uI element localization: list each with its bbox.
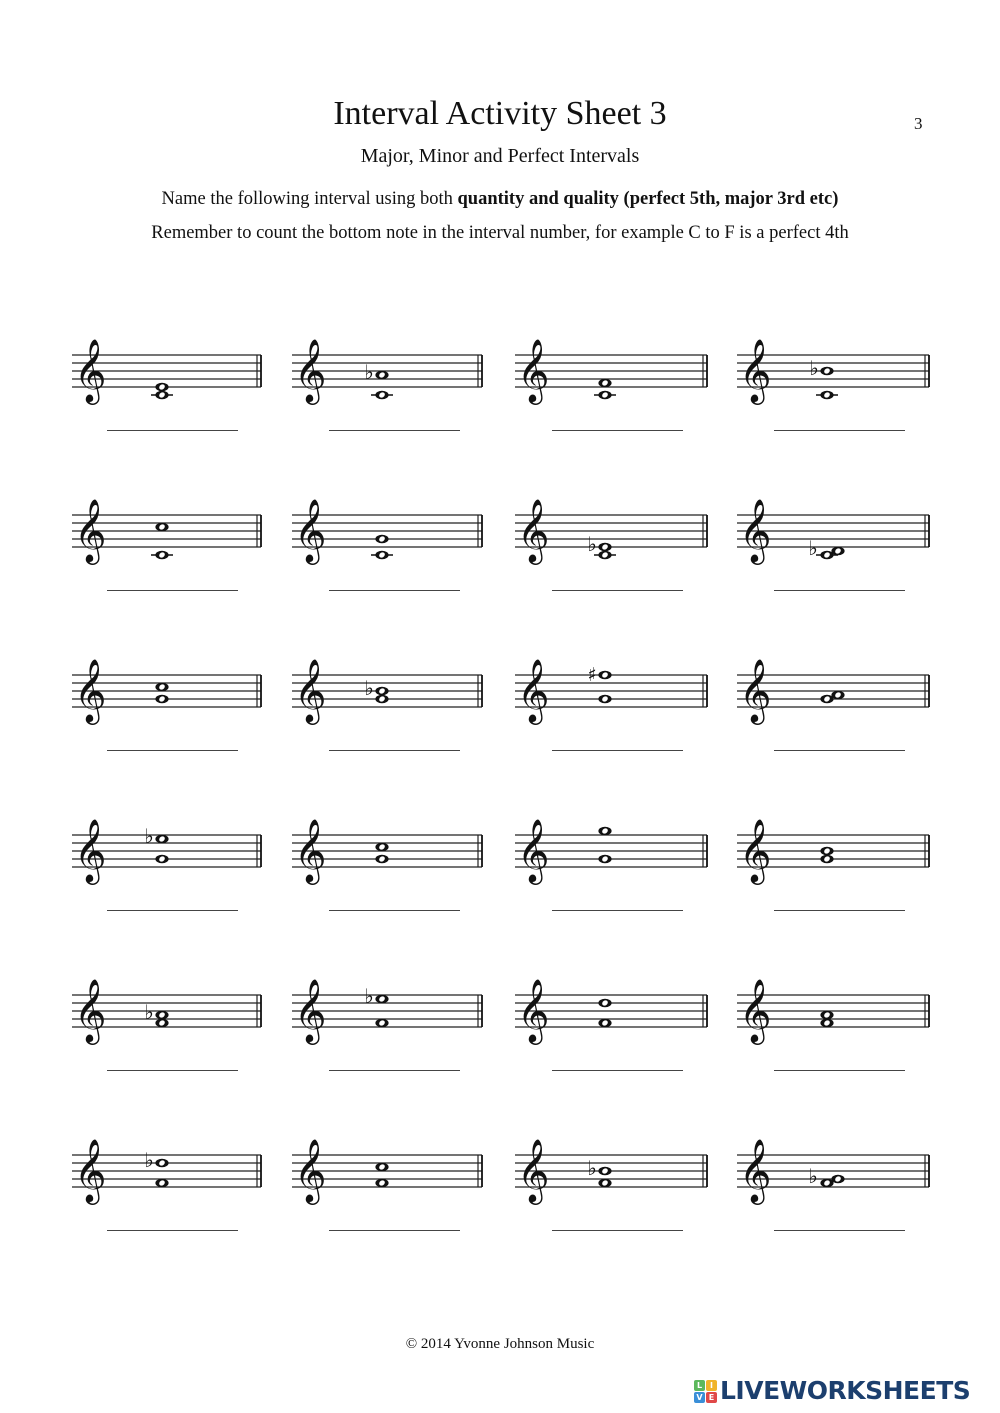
page-title: Interval Activity Sheet 3 xyxy=(333,95,667,132)
flat-icon: ♭ xyxy=(364,984,374,1008)
treble-clef-icon: 𝄞 xyxy=(294,1138,327,1202)
whole-note-icon xyxy=(831,1175,844,1184)
treble-clef-icon: 𝄞 xyxy=(739,818,772,882)
treble-clef-icon: 𝄞 xyxy=(294,658,327,722)
flat-icon: ♭ xyxy=(809,356,819,380)
treble-clef-icon: 𝄞 xyxy=(739,978,772,1042)
logo-tile: I xyxy=(706,1380,717,1391)
logo-tile: L xyxy=(694,1380,705,1391)
flat-icon: ♭ xyxy=(808,1164,818,1188)
flat-icon: ♭ xyxy=(364,360,374,384)
flat-icon: ♭ xyxy=(144,1148,154,1172)
treble-clef-icon: 𝄞 xyxy=(294,338,327,402)
treble-clef-icon: 𝄞 xyxy=(294,818,327,882)
liveworksheets-logo[interactable] xyxy=(694,1378,970,1404)
flat-icon: ♭ xyxy=(364,676,374,700)
treble-clef-icon: 𝄞 xyxy=(74,338,107,402)
logo-tile: V xyxy=(694,1392,705,1403)
sharp-icon: ♯ xyxy=(587,664,597,686)
treble-clef-icon: 𝄞 xyxy=(74,818,107,882)
flat-icon: ♭ xyxy=(587,1156,597,1180)
treble-clef-icon: 𝄞 xyxy=(517,498,550,562)
treble-clef-icon: 𝄞 xyxy=(294,978,327,1042)
logo-tile: E xyxy=(706,1392,717,1403)
treble-clef-icon: 𝄞 xyxy=(739,338,772,402)
treble-clef-icon: 𝄞 xyxy=(517,978,550,1042)
answer-blank[interactable] xyxy=(774,1230,905,1231)
treble-clef-icon: 𝄞 xyxy=(74,498,107,562)
instruction-line-2: Remember to count the bottom note in the interval number, for example C to F is a perfect 4th xyxy=(151,223,849,243)
page-number: 3 xyxy=(914,114,923,133)
flat-icon: ♭ xyxy=(808,536,818,560)
treble-clef-icon: 𝄞 xyxy=(74,978,107,1042)
treble-clef-icon: 𝄞 xyxy=(517,338,550,402)
treble-clef-icon: 𝄞 xyxy=(517,818,550,882)
treble-clef-icon: 𝄞 xyxy=(739,658,772,722)
treble-clef-icon: 𝄞 xyxy=(517,1138,550,1202)
treble-clef-icon: 𝄞 xyxy=(294,498,327,562)
instruction-text: Name the following interval using both xyxy=(161,189,458,209)
copyright-notice: © 2014 Yvonne Johnson Music xyxy=(405,1336,595,1352)
treble-clef-icon: 𝄞 xyxy=(739,498,772,562)
treble-clef-icon: 𝄞 xyxy=(739,1138,772,1202)
treble-clef-icon: 𝄞 xyxy=(74,658,107,722)
logo-tiles-icon xyxy=(694,1380,717,1403)
flat-icon: ♭ xyxy=(144,1000,154,1024)
treble-clef-icon: 𝄞 xyxy=(74,1138,107,1202)
treble-clef-icon: 𝄞 xyxy=(517,658,550,722)
logo-wordmark: LIVEWORKSHEETS xyxy=(720,1376,971,1405)
flat-icon: ♭ xyxy=(587,532,597,556)
instruction-emphasis: quantity and quality (perfect 5th, major 3rd etc) xyxy=(457,189,839,209)
page-subtitle: Major, Minor and Perfect Intervals xyxy=(360,145,640,167)
flat-icon: ♭ xyxy=(144,824,154,848)
